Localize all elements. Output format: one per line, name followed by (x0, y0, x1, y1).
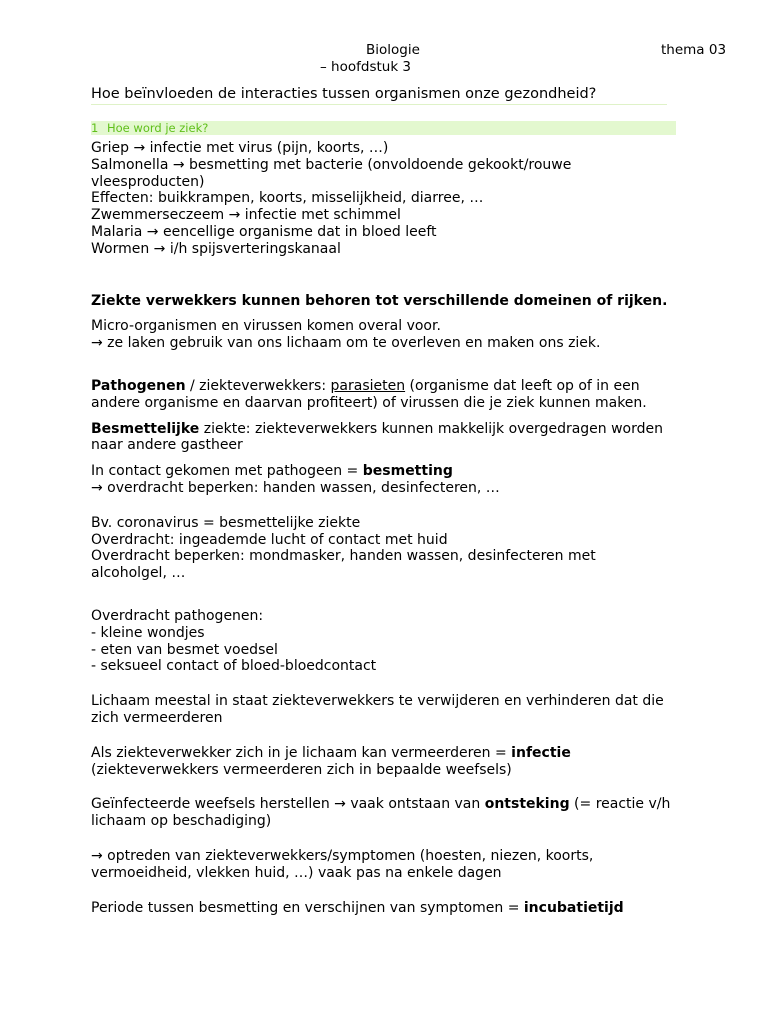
main-question: Hoe beïnvloeden de interacties tussen organismen onze gezondheid? (91, 86, 667, 105)
micro-line: → ze laken gebruik van ons lichaam om te overleven en maken ons ziek. (91, 335, 601, 352)
example-line: Effecten: buikkrampen, koorts, misselijkheid, diarree, … (91, 190, 484, 207)
corona-line: Overdracht: ingeademde lucht of contact met huid (91, 531, 448, 548)
section-heading (91, 121, 676, 135)
contagious-paragraph: Besmettelijke ziekte: ziekteverwekkers kunnen makkelijk overgedragen worden naar andere gastheer (91, 420, 664, 454)
contact-line: → overdracht beperken: handen wassen, desinfecteren, … (91, 479, 500, 496)
corona-line: Bv. coronavirus = besmettelijke ziekte (91, 514, 361, 531)
example-line: vleesproducten) (91, 173, 205, 190)
infection-line: (ziekteverwekkers vermeerderen zich in bepaalde weefsels) (91, 761, 512, 778)
header-theme: thema 03 (661, 42, 727, 58)
example-line: Malaria → eencellige organisme dat in bloed leeft (91, 223, 437, 240)
corona-line: alcoholgel, … (91, 565, 186, 582)
defense-paragraph: Lichaam meestal in staat ziekteverwekkers te verwijderen en verhinderen dat die zich vermeerderen (91, 693, 664, 726)
contact-line: In contact gekomen met pathogeen = besmetting (91, 463, 453, 480)
micro-line: Micro-organismen en virussen komen overal voor. (91, 318, 441, 335)
incubation-line: Periode tussen besmetting en verschijnen van symptomen = incubatietijd (91, 899, 624, 916)
transmission-title: Overdracht pathogenen: (91, 607, 264, 624)
document-body (91, 140, 681, 916)
section-title: Hoe word je ziek? (107, 121, 209, 135)
corona-line: Overdracht beperken: mondmasker, handen wassen, desinfecteren met (91, 548, 596, 565)
pathogens-paragraph: Pathogenen / ziekteverwekkers: parasieten (organisme dat leeft op of in een andere organisme en daarvan profiteert) of virussen die je ziek kunnen maken. (91, 377, 647, 411)
example-line: Griep → infectie met virus (pijn, koorts, …) (91, 140, 389, 156)
transmission-item: - seksueel contact of bloed-bloedcontact (91, 658, 377, 675)
parasites-term: parasieten (330, 377, 406, 394)
header-chapter: – hoofdstuk 3 (320, 59, 412, 75)
section-number: 1 (91, 121, 99, 135)
transmission-item: - kleine wondjes (91, 624, 205, 641)
symptoms-paragraph: → optreden van ziekteverwekkers/symptomen (hoesten, niezen, koorts, vermoeidheid, vlekken huid, …) vaak pas na enkele dagen (91, 847, 594, 881)
example-line: Zwemmerseczeem → infectie met schimmel (91, 207, 401, 224)
domains-heading: Ziekte verwekkers kunnen behoren tot verschillende domeinen of rijken. (91, 292, 668, 309)
inflammation-paragraph: Geïnfecteerde weefsels herstellen → vaak ontstaan van ontsteking (= reactie v/h lichaam op beschadiging) (91, 796, 671, 830)
example-line: Wormen → i/h spijsverteringskanaal (91, 240, 341, 257)
transmission-item: - eten van besmet voedsel (91, 641, 278, 658)
infection-line: Als ziekteverwekker zich in je lichaam kan vermeerderen = infectie (91, 744, 571, 761)
example-line: Salmonella → besmetting met bacterie (onvoldoende gekookt/rouwe (91, 156, 572, 173)
header-subject: Biologie (366, 42, 420, 58)
